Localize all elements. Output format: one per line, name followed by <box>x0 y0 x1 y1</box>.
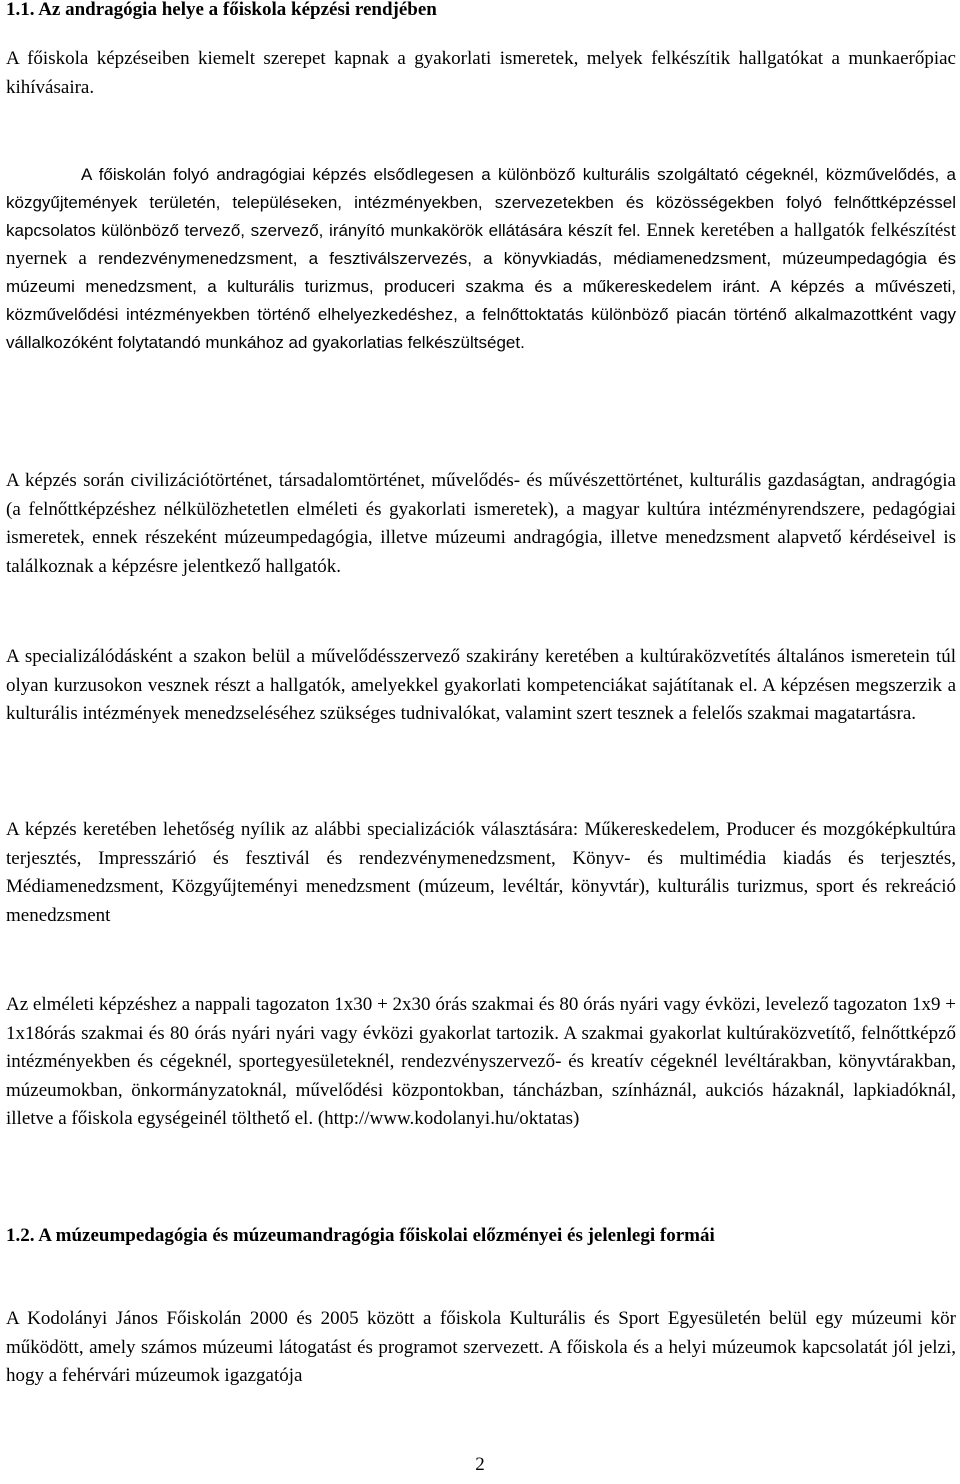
paragraph-training-part-b: Ennek keretében a hallgatók felkészítést nyernek a <box>6 220 956 269</box>
paragraph-training-part-d: A képzés a művészeti, közművelődési intézményekben történő elhelyezkedéshez, a felnőttoktatás különböző piacán történő alkalmazottként vagy vállalkozóként folytatandó munkához ad gyakorlatias felkészültséget. <box>6 277 957 352</box>
paragraph-training-part-a: A főiskolán folyó andragógiai képzés elsődlegesen a különböző kulturális szolgáltató cégeknél, közművelődés, a közgyűjtemények területén, településeken, intézményekben, szervezetekben és közösségekben folyó felnőttképzéssel kapcsolatos különböző tervező, szervező, irányító munkakörök ellátására készít fel. <box>6 165 956 240</box>
paragraph-history: A Kodolányi János Főiskolán 2000 és 2005 között a főiskola Kulturális és Sport Egyesületén belül egy múzeumi kör működött, amely számos múzeumi látogatást és programot szervezett. A főiskola és a helyi múzeumok kapcsolatát jól jelzi, hogy a fehérvári múzeumok igazgatója <box>6 1308 956 1386</box>
page-number: 2 <box>475 1454 485 1475</box>
paragraph-specialization: A specializálódásként a szakon belül a művelődésszervező szakirány keretében a kultúraközvetítés általános ismeretein túl olyan kurzusokon vesznek részt a hallgatók, amelyekkel gyakorlati kompetenciákat sajátítanak el. A képzésen megszerzik a kulturális intézmények menedzseléséhez szükséges tudnivalókat, valamint szert tesznek a felelős szakmai magatartásra. <box>6 646 956 724</box>
section-heading-1-2: 1.2. A múzeumpedagógia és múzeumandragógia főiskolai előzményei és jelenlegi formái <box>6 1225 715 1246</box>
paragraph-specialization-options: A képzés keretében lehetőség nyílik az alábbi specializációk választására: Műkereskedelem, Producer és mozgóképkultúra terjesztés, Impresszárió és fesztivál és rendezvénymenedzsment, Könyv- és multimédia kiadás és terjesztés, Médiamenedzsment, Közgyűjteményi menedzsment (múzeum, levéltár, könyvtár), kulturális turizmus, sport és rekreáció menedzsment <box>6 819 956 926</box>
paragraph-intro: A főiskola képzéseiben kiemelt szerepet kapnak a gyakorlati ismeretek, melyek felkészítik hallgatókat a munkaerőpiac kihívásaira. <box>6 48 956 98</box>
paragraph-training-part-c: rendezvénymenedzsment, a fesztiválszervezés, a könyvkiadás, médiamenedzsment, múzeumpedagógia és múzeumi menedzsment, a kulturális turizmus, produceri szakma és a műkereskedelem iránt. <box>6 249 956 296</box>
paragraph-curriculum: A képzés során civilizációtörténet, társadalomtörténet, művelődés- és művészettörténet, kulturális gazdaságtan, andragógia (a felnőttképzéshez nélkülözhetetlen elméleti és gyakorlati ismeretek), a magyar kultúra intézményrendszere, pedagógiai ismeretek, ennek részeként múzeumpedagógia, illetve múzeumi andragógia, illetve menedzsment alapvető kérdéseivel is találkoznak a képzésre jelentkező hallgatók. <box>6 470 956 577</box>
paragraph-training-description <box>6 161 956 357</box>
paragraph-practical-training: Az elméleti képzéshez a nappali tagozaton 1x30 + 2x30 órás szakmai és 80 órás nyári vagy évközi, levelező tagozaton 1x9 + 1x18órás szakmai és 80 órás nyári nyári vagy évközi gyakorlat tartozik. A szakmai gyakorlat kultúraközvetítő, felnőttképző intézményekben és cégeknél, sportegyesületeknél, rendezvényszervező- és kreatív cégeknél levéltárakban, könyvtárakban, múzeumokban, önkormányzatoknál, művelődési központokban, táncházban, színháznál, aukciós házaknál, lapkiadóknál, illetve a főiskola egységeinél tölthető el. (http://www.kodolanyi.hu/oktatas) <box>6 994 956 1129</box>
section-heading-1-1: 1.1. Az andragógia helye a főiskola képzési rendjében <box>6 0 437 20</box>
